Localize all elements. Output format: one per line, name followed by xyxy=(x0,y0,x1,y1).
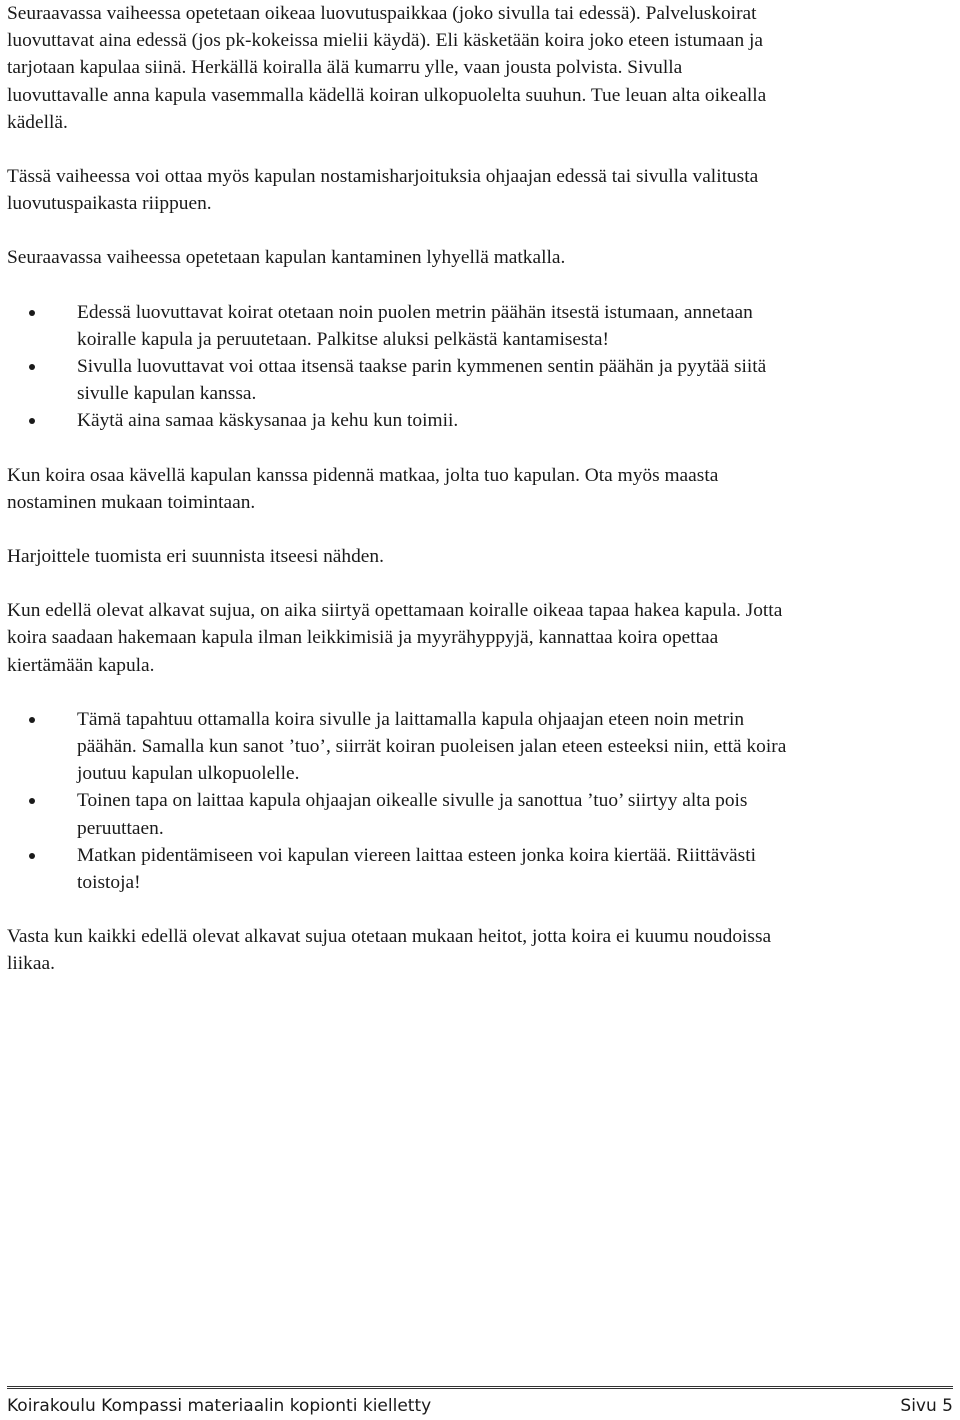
bullet-list-circling xyxy=(7,706,953,896)
paragraph-lifting-exercises: Tässä vaiheessa voi ottaa myös kapulan nostamisharjoituksia ohjaajan edessä tai sivulla valitusta luovutuspaikasta riippuen. xyxy=(7,166,759,215)
paragraph-directions: Harjoittele tuomista eri suunnista itseesi nähden. xyxy=(7,546,384,568)
list-item-text: Käytä aina samaa käskysanaa ja kehu kun toimii. xyxy=(77,410,459,432)
list-item xyxy=(7,407,953,434)
bullet-icon xyxy=(29,798,35,804)
list-item-text: Toinen tapa on laittaa kapula ohjaajan oikealle sivulle ja sanottua ’tuo’ siirtyy alta pois peruuttaen. xyxy=(77,790,748,839)
list-item-text: Edessä luovuttavat koirat otetaan noin puolen metrin päähän itsestä istumaan, annetaan koiralle kapula ja peruutetaan. Palkitse aluksi pelkästä kantamisesta! xyxy=(77,301,753,350)
list-item-text: Tämä tapahtuu ottamalla koira sivulle ja laittamalla kapula ohjaajan eteen noin metrin päähän. Samalla kun sanot ’tuo’, siirrät koiran puoleisen jalan eteen esteeksi niin, että koira joutuu kapulan ulkopuolelle. xyxy=(77,708,787,785)
bullet-icon xyxy=(29,418,35,424)
bullet-icon xyxy=(29,853,35,859)
list-item-text: Matkan pidentämiseen voi kapulan viereen laittaa esteen jonka koira kiertää. Riittävästi toistoja! xyxy=(77,844,756,894)
list-item xyxy=(7,299,953,353)
list-item xyxy=(7,706,953,788)
list-item xyxy=(7,353,953,407)
list-item-text: Sivulla luovuttavat voi ottaa itsensä taakse parin kymmenen sentin päähän ja pyytää siitä sivulle kapulan kanssa. xyxy=(77,356,767,405)
paragraph-extend-distance: Kun koira osaa kävellä kapulan kanssa pidennä matkaa, jolta tuo kapulan. Ota myös maasta nostaminen mukaan toimintaan. xyxy=(7,464,719,513)
page-footer xyxy=(7,1386,953,1418)
footer-copyright: Koirakoulu Kompassi materiaalin kopionti kielletty xyxy=(7,1396,432,1416)
paragraph-carrying-intro: Seuraavassa vaiheessa opetetaan kapulan kantaminen lyhyellä matkalla. xyxy=(7,247,566,269)
bullet-icon xyxy=(29,310,35,316)
bullet-icon xyxy=(29,364,35,370)
bullet-list-carrying xyxy=(7,299,953,435)
bullet-icon xyxy=(29,717,35,723)
list-item xyxy=(7,842,953,896)
paragraph-circling-intro: Kun edellä olevat alkavat sujua, on aika siirtyä opettamaan koiralle oikeaa tapaa hakea kapula. Jotta koira saadaan hakemaan kapula ilman leikkimisiä ja myyrähyppyjä, kannattaa koira opettaa kiertämään kapula. xyxy=(7,600,783,676)
paragraph-retrieve-position: Seuraavassa vaiheessa opetetaan oikeaa luovutuspaikkaa (joko sivulla tai edessä). Palveluskoirat luovuttavat aina edessä (jos pk-kokeissa mielii käydä). Eli käsketään koira joko eteen istumaan ja tarjotaan kapulaa siinä. Herkällä koiralla älä kumarru ylle, vaan jousta polvista. Sivulla luovuttavalle anna kapula vasemmalla kädellä koiran ulkopuolelta suuhun. Tue leuan alta oikealla kädellä. xyxy=(7,3,767,133)
paragraph-throws: Vasta kun kaikki edellä olevat alkavat sujua otetaan mukaan heitot, jotta koira ei kuumu noudoissa liikaa. xyxy=(7,926,772,975)
page-number: Sivu 5 xyxy=(900,1396,953,1416)
list-item xyxy=(7,787,953,841)
document-body xyxy=(7,0,953,978)
